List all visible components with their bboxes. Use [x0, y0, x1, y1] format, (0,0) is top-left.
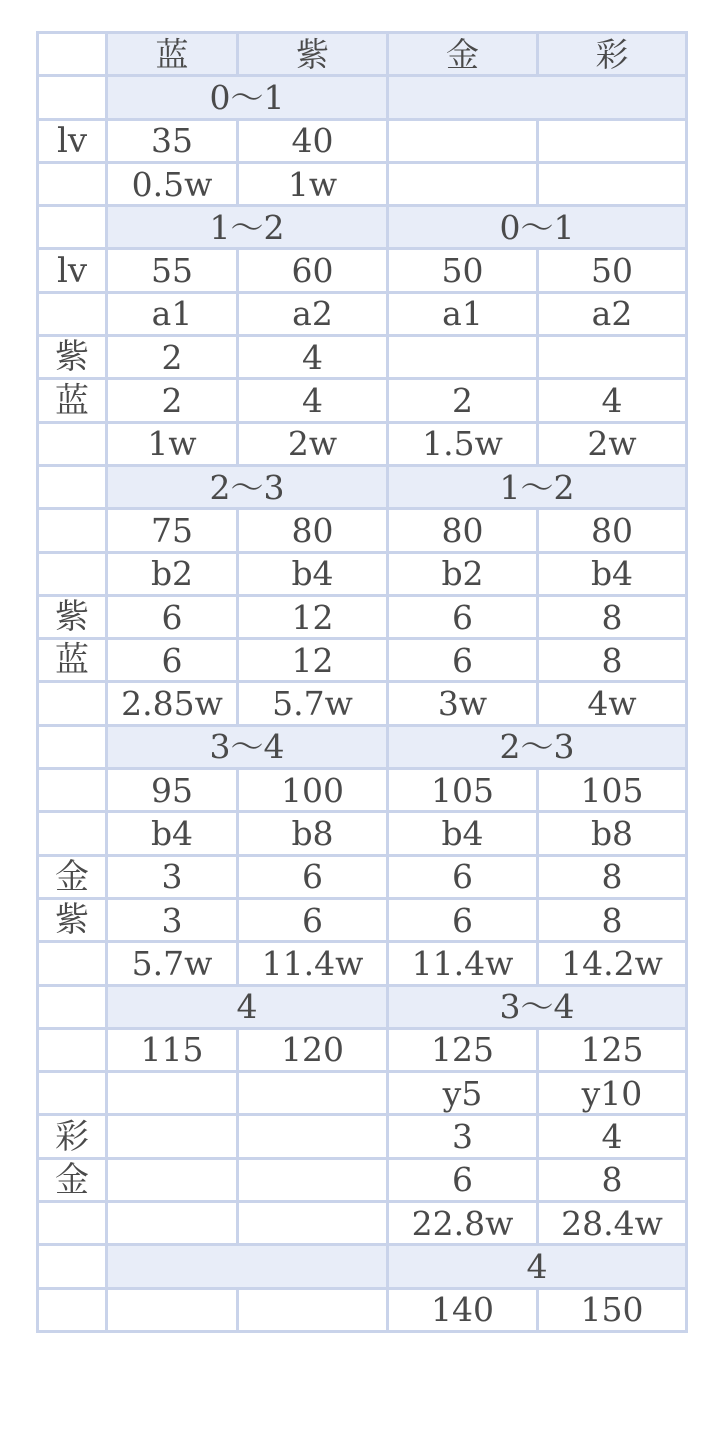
column-header: 紫 — [238, 33, 388, 76]
row-label-cell — [38, 422, 107, 465]
column-header: 蓝 — [107, 33, 238, 76]
table-cell: 8 — [538, 898, 687, 941]
header-corner-cell — [38, 33, 107, 76]
table-cell: 12 — [238, 639, 388, 682]
table-cell: 11.4w — [388, 942, 538, 985]
table-row — [38, 119, 687, 162]
row-label-cell: 紫 — [38, 336, 107, 379]
table-cell — [107, 1115, 238, 1158]
table-cell: a2 — [238, 292, 388, 335]
table-cell: b4 — [107, 812, 238, 855]
section-range-left: 1～2 — [107, 206, 388, 249]
table-cell: 6 — [107, 639, 238, 682]
table-cell — [388, 162, 538, 205]
table-cell: 50 — [388, 249, 538, 292]
table-cell: 115 — [107, 1028, 238, 1071]
table-row — [38, 855, 687, 898]
table-cell: 4 — [538, 1115, 687, 1158]
table-cell: 4 — [238, 379, 388, 422]
table-cell: b2 — [107, 552, 238, 595]
row-label-cell: 金 — [38, 1158, 107, 1201]
section-label-cell — [38, 985, 107, 1028]
table-row — [38, 1202, 687, 1245]
row-label-cell — [38, 162, 107, 205]
row-label-cell — [38, 682, 107, 725]
table-cell: 100 — [238, 769, 388, 812]
section-range-right — [388, 76, 687, 119]
table-row — [38, 1158, 687, 1201]
table-cell: b4 — [238, 552, 388, 595]
table-row — [38, 552, 687, 595]
table-cell: 80 — [538, 509, 687, 552]
table-cell: 2 — [388, 379, 538, 422]
row-label-cell: 金 — [38, 855, 107, 898]
table-cell: 14.2w — [538, 942, 687, 985]
row-label-cell: 蓝 — [38, 639, 107, 682]
table-row — [38, 379, 687, 422]
table-row — [38, 1115, 687, 1158]
table-cell: 2w — [538, 422, 687, 465]
row-label-cell: 彩 — [38, 1115, 107, 1158]
section-row — [38, 206, 687, 249]
table-cell — [538, 336, 687, 379]
table-cell: 80 — [238, 509, 388, 552]
table-cell — [107, 1158, 238, 1201]
table-row — [38, 1072, 687, 1115]
row-label-cell: 紫 — [38, 595, 107, 638]
column-header: 金 — [388, 33, 538, 76]
table-row — [38, 336, 687, 379]
section-range-right: 4 — [388, 1245, 687, 1288]
table-cell: 3 — [388, 1115, 538, 1158]
table-cell: 55 — [107, 249, 238, 292]
table-cell: 125 — [538, 1028, 687, 1071]
table-cell — [388, 336, 538, 379]
table-cell: 6 — [388, 639, 538, 682]
table-row — [38, 162, 687, 205]
row-label-cell — [38, 1288, 107, 1331]
table-cell: 105 — [388, 769, 538, 812]
table-row — [38, 292, 687, 335]
row-label-cell — [38, 1202, 107, 1245]
table-cell: 140 — [388, 1288, 538, 1331]
table-cell: 125 — [388, 1028, 538, 1071]
table-cell: 4w — [538, 682, 687, 725]
section-row — [38, 985, 687, 1028]
table-cell: 6 — [388, 855, 538, 898]
table-cell: 2 — [107, 379, 238, 422]
row-label-cell: lv — [38, 249, 107, 292]
column-header: 彩 — [538, 33, 687, 76]
table-row — [38, 422, 687, 465]
table-cell: 3w — [388, 682, 538, 725]
table-cell: 6 — [388, 898, 538, 941]
row-label-cell — [38, 942, 107, 985]
table-cell: 3 — [107, 898, 238, 941]
table-cell: b4 — [388, 812, 538, 855]
table-cell: 8 — [538, 855, 687, 898]
row-label-cell — [38, 812, 107, 855]
table-cell: 8 — [538, 639, 687, 682]
table-cell: 105 — [538, 769, 687, 812]
section-label-cell — [38, 465, 107, 508]
row-label-cell: 紫 — [38, 898, 107, 941]
table-cell: 35 — [107, 119, 238, 162]
table-cell: b2 — [388, 552, 538, 595]
row-label-cell — [38, 292, 107, 335]
table-cell: 1w — [107, 422, 238, 465]
section-range-left: 4 — [107, 985, 388, 1028]
table-cell: a1 — [388, 292, 538, 335]
table-cell — [388, 119, 538, 162]
section-label-cell — [38, 76, 107, 119]
table-cell: 1w — [238, 162, 388, 205]
table-cell — [538, 119, 687, 162]
table-cell: 2.85w — [107, 682, 238, 725]
table-row — [38, 595, 687, 638]
section-range-right: 2～3 — [388, 725, 687, 768]
row-label-cell — [38, 509, 107, 552]
table-cell: 22.8w — [388, 1202, 538, 1245]
table-cell: y10 — [538, 1072, 687, 1115]
table-row — [38, 249, 687, 292]
table-cell: 60 — [238, 249, 388, 292]
section-range-right: 1～2 — [388, 465, 687, 508]
section-range-left — [107, 1245, 388, 1288]
table-cell — [107, 1072, 238, 1115]
table-cell: y5 — [388, 1072, 538, 1115]
table-cell — [238, 1115, 388, 1158]
table-cell: 95 — [107, 769, 238, 812]
table-cell — [238, 1288, 388, 1331]
table-cell — [238, 1072, 388, 1115]
table-cell — [538, 162, 687, 205]
table-row — [38, 812, 687, 855]
section-row — [38, 76, 687, 119]
table-cell: 6 — [388, 1158, 538, 1201]
table-cell: a2 — [538, 292, 687, 335]
table-cell: 28.4w — [538, 1202, 687, 1245]
row-label-cell — [38, 552, 107, 595]
table-cell — [238, 1158, 388, 1201]
table-row — [38, 682, 687, 725]
row-label-cell: 蓝 — [38, 379, 107, 422]
table-cell: 1.5w — [388, 422, 538, 465]
table-row — [38, 1028, 687, 1071]
table-cell: 6 — [388, 595, 538, 638]
table-cell: b8 — [538, 812, 687, 855]
table-row — [38, 769, 687, 812]
table-row — [38, 509, 687, 552]
table-cell: 120 — [238, 1028, 388, 1071]
table-cell: 8 — [538, 595, 687, 638]
section-range-left: 2～3 — [107, 465, 388, 508]
upgrade-table — [36, 31, 688, 1333]
table-cell: 6 — [107, 595, 238, 638]
table-row — [38, 1288, 687, 1331]
table-cell: 0.5w — [107, 162, 238, 205]
section-range-right: 0～1 — [388, 206, 687, 249]
section-row — [38, 465, 687, 508]
table-cell: a1 — [107, 292, 238, 335]
section-label-cell — [38, 206, 107, 249]
row-label-cell — [38, 769, 107, 812]
section-label-cell — [38, 1245, 107, 1288]
table-cell: 2w — [238, 422, 388, 465]
section-row — [38, 725, 687, 768]
table-cell: 6 — [238, 898, 388, 941]
table-cell — [107, 1202, 238, 1245]
table-cell: 50 — [538, 249, 687, 292]
table-cell: 75 — [107, 509, 238, 552]
section-label-cell — [38, 725, 107, 768]
section-row — [38, 1245, 687, 1288]
table-cell: 12 — [238, 595, 388, 638]
section-range-right: 3～4 — [388, 985, 687, 1028]
row-label-cell — [38, 1072, 107, 1115]
table-cell: b4 — [538, 552, 687, 595]
table-cell: 6 — [238, 855, 388, 898]
table-cell: 5.7w — [107, 942, 238, 985]
table-cell — [238, 1202, 388, 1245]
table-cell: 3 — [107, 855, 238, 898]
table-cell: 8 — [538, 1158, 687, 1201]
row-label-cell: lv — [38, 119, 107, 162]
table-cell: 2 — [107, 336, 238, 379]
row-label-cell — [38, 1028, 107, 1071]
table-cell: 150 — [538, 1288, 687, 1331]
table-cell: 80 — [388, 509, 538, 552]
section-range-left: 3～4 — [107, 725, 388, 768]
table-body — [38, 33, 687, 1332]
table-row — [38, 942, 687, 985]
table-cell — [107, 1288, 238, 1331]
section-range-left: 0～1 — [107, 76, 388, 119]
table-cell: 5.7w — [238, 682, 388, 725]
table-cell: 11.4w — [238, 942, 388, 985]
table-row — [38, 639, 687, 682]
table-cell: 4 — [538, 379, 687, 422]
table-cell: 4 — [238, 336, 388, 379]
table-header-row — [38, 33, 687, 76]
table-row — [38, 898, 687, 941]
table-cell: b8 — [238, 812, 388, 855]
table-cell: 40 — [238, 119, 388, 162]
